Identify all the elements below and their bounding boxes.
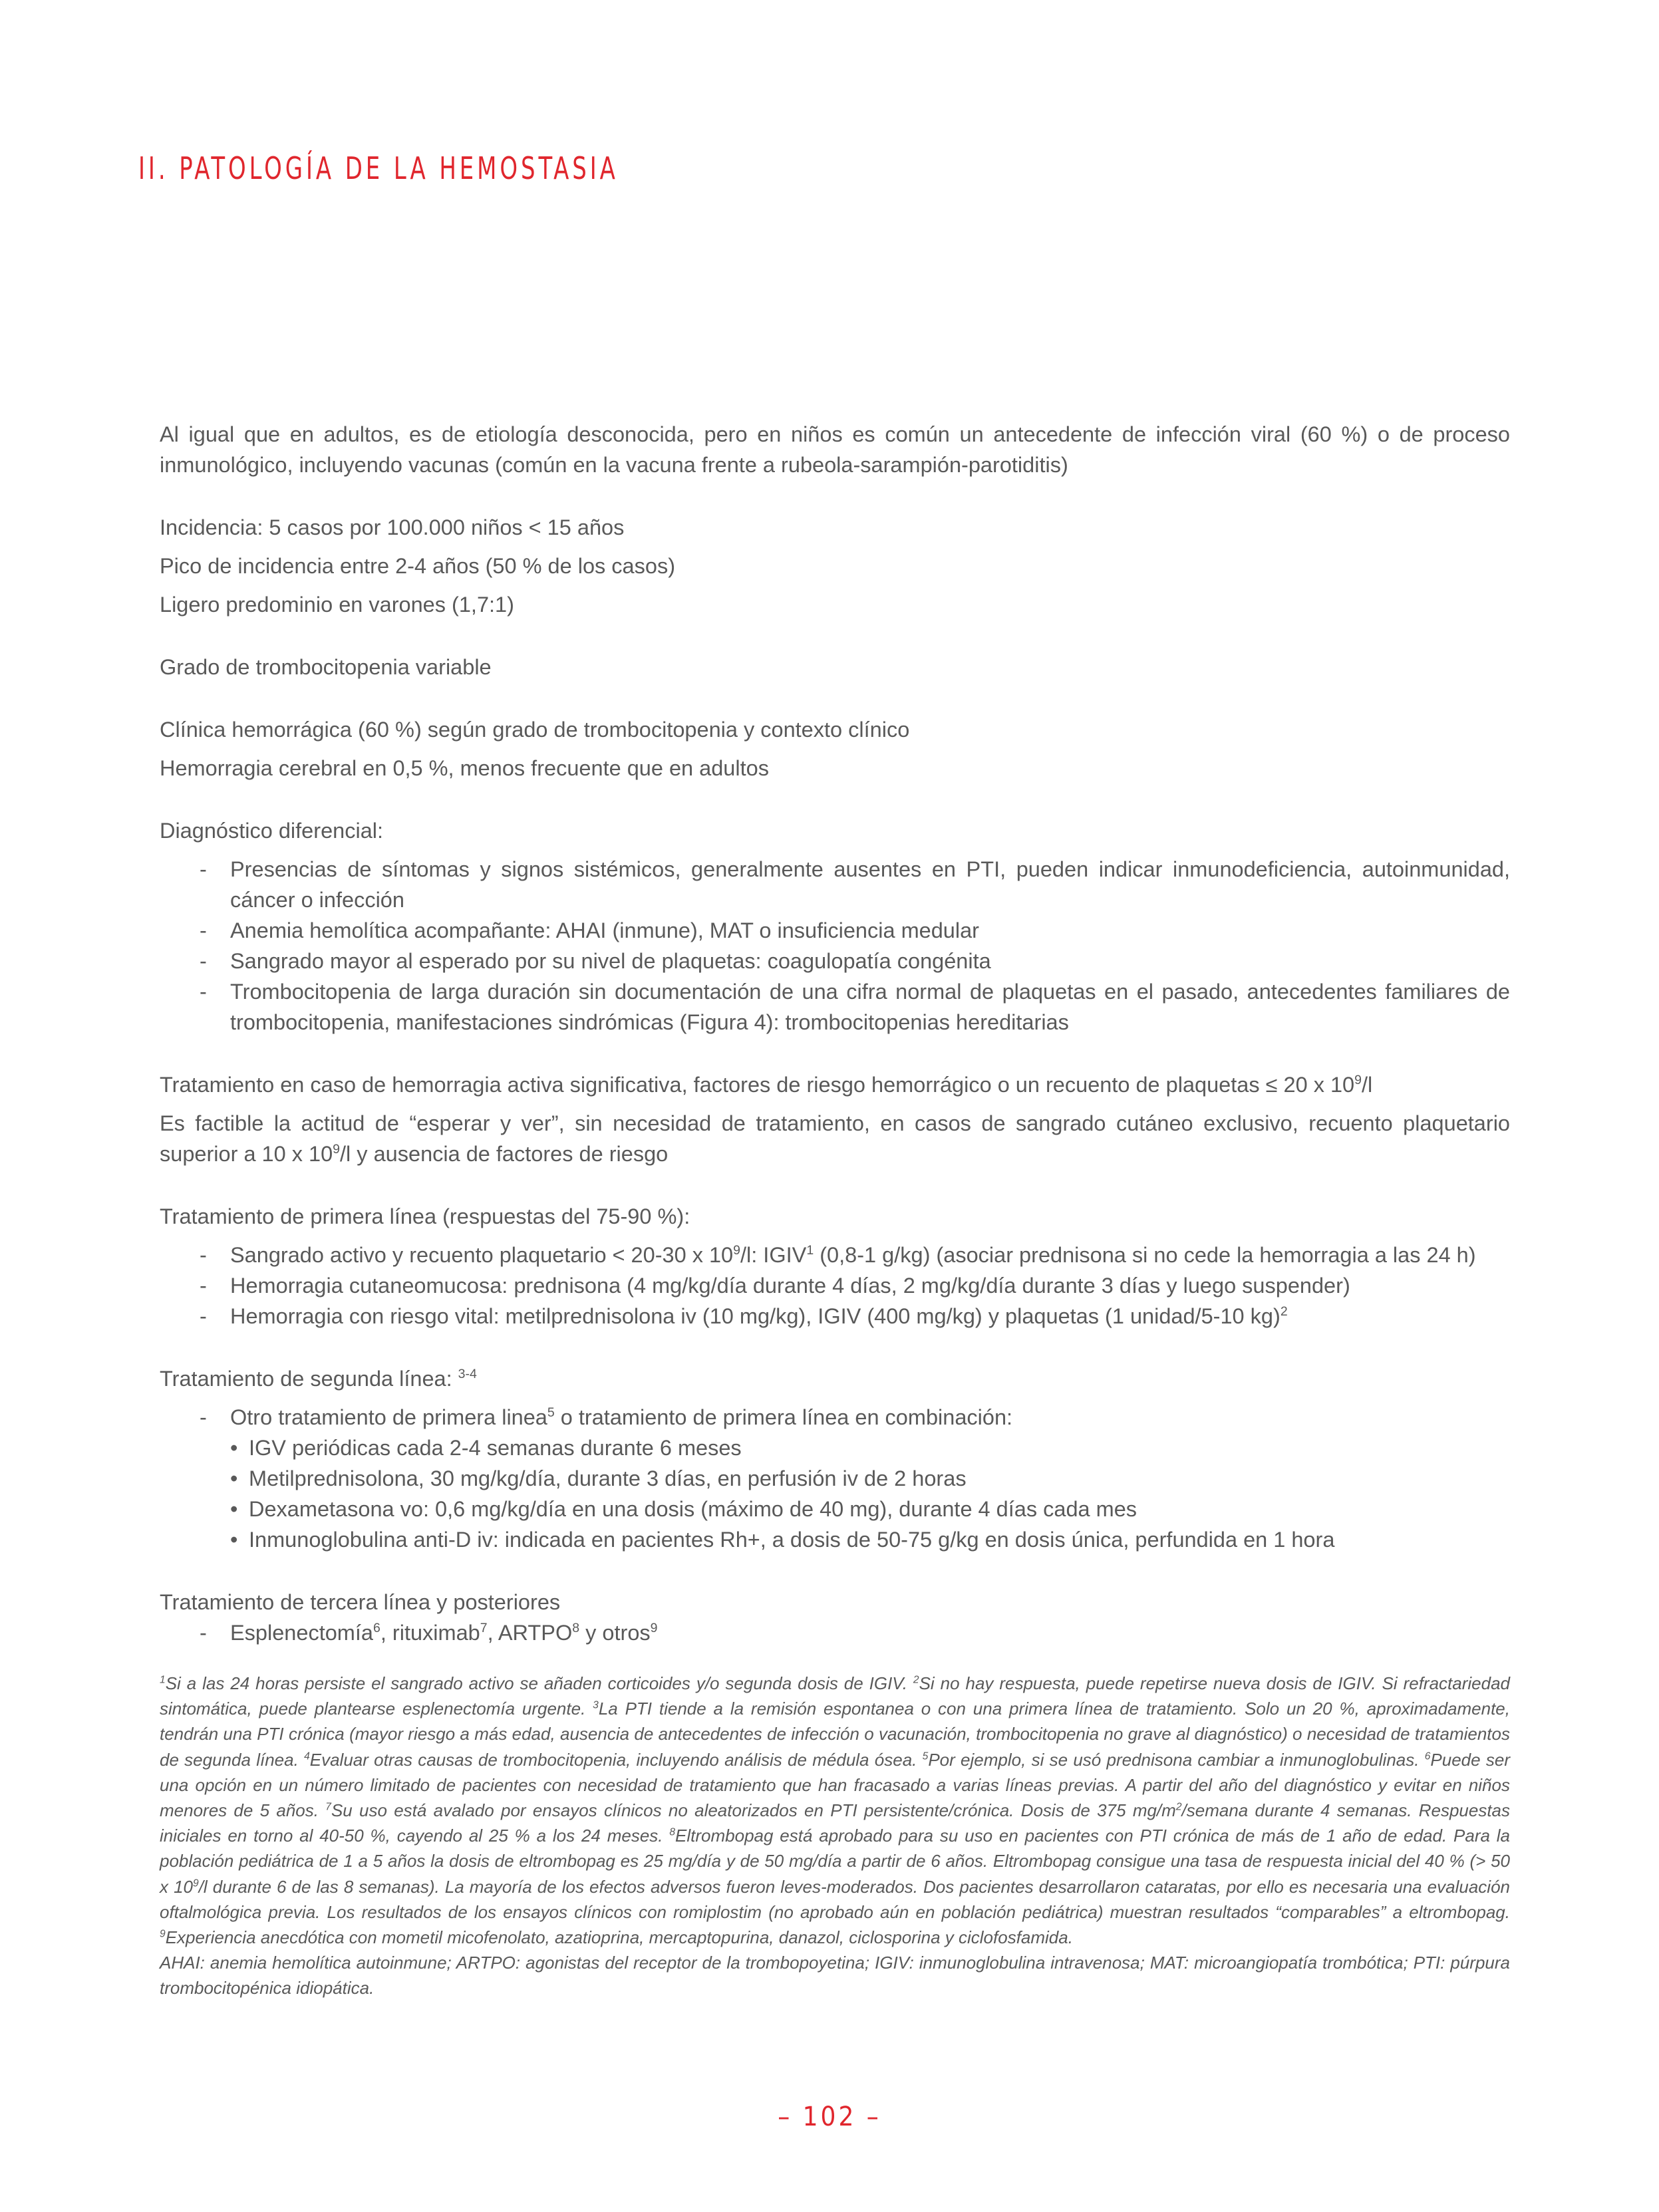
abbreviations: AHAI: anemia hemolítica autoinmune; ARTPO: agonistas del receptor de la trombopoyetina; IGIV: inmunoglobulina intravenosa; MAT: microangiopatía trombótica; PTI: púrpura trombocitopénica idiopática. [160, 1953, 1510, 1999]
primera-linea-heading: Tratamiento de primera línea (respuestas del 75-90 %): [160, 1204, 690, 1228]
section-title: II. PATOLOGÍA DE LA HEMOSTASIA [138, 150, 619, 186]
footnote-paragraph: $^1$Si a las 24 horas persiste el sangrado activo se añaden corticoides y/o segunda dosis de IGIV. $^2$Si no hay respuesta, puede repetirse nueva dosis de IGIV. Si refractariedad sintomática, puede plantearse esplenectomía urgente. $^3$La PTI tiende a la remisión espontanea o con una primera línea de tratamiento. Solo un 20 %, aproximadamente, tendrán una PTI crónica (mayor riesgo a más edad, ausencia de antecedentes de infección o vacunación, trombocitopenia no grave al diagnóstico) o necesidad de tratamientos de segunda línea. $^4$Evaluar otras causas de trombocitopenia, incluyendo análisis de médula ósea. $^5$Por ejemplo, si se usó prednisona cambiar a inmunoglobulinas. $^6$Puede ser una opción en un número limitado de pacientes con necesidad de tratamiento que han fracasado a varias líneas previas. A partir del año del diagnóstico y evitar en niños menores de 5 años. $^7$Su uso está avalado por ensayos clínicos no aleatorizados en PTI persistente/crónica. Dosis de 375 $mg/m^2$/semana durante 4 semanas. Respuestas iniciales en torno al 40-50 %, cayendo al 25 % a los 24 meses. $^8$Eltrombopag está aprobado para su uso en pacientes con PTI crónica de más de 1 año de edad. Para la población pediátrica de 1 a 5 años la dosis de eltrombopag es 25 mg/día y de 50 mg/día a partir de 6 años. Eltrombopag consigue una tasa de respuesta inicial del 40 % (> 50 x $10^9/l$ durante 6 de las 8 semanas). La mayoría de los efectos adversos fueron leves-moderados. Dos pacientes desarrollaron cataratas, por ello es necesaria una evaluación oftalmológica previa. Los resultados de los ensayos clínicos con romiplostim (no aprobado aún en población pediátrica) muestran resultados “comparables” a eltrombopag. $^9$Experiencia anecdótica con mometil micofenolato, azatioprina, mercaptopurina, danazol, ciclosporina y ciclofosfamida. [160, 1673, 1511, 1948]
segunda-linea-heading: Tratamiento de segunda línea: $^{3-4}$ [160, 1367, 477, 1391]
tercera-linea-list [160, 1617, 1510, 1648]
epidemiology-block [160, 512, 1510, 620]
primera-linea-list [160, 1240, 1510, 1331]
main-content [160, 419, 1510, 1680]
indicacion-line: Es factible la actitud de “esperar y ver”, sin necesidad de tratamiento, en casos de sangrado cutáneo exclusivo, recuento plaquetario superior a 10 x $10^9/l$ y ausencia de factores de riesgo [160, 1111, 1510, 1166]
list-item: - Esplenectomía$^6$, rituximab$^7$, ARTPO$^8$ y otros$^9$ [160, 1617, 1510, 1648]
list-item: - Sangrado activo y recuento plaquetario < 20-30 x $10^9/l$: IGIV$^1$ (0,8-1 g/kg) (asociar prednisona si no cede la hemorragia a las 24 h) [160, 1240, 1510, 1270]
page-number: – 102 – [778, 2102, 881, 2132]
segunda-linea-list [160, 1402, 1510, 1555]
epidemiology-line: Ligero predominio en varones (1,7:1) [160, 593, 514, 617]
indicacion-line: Tratamiento en caso de hemorragia activa significativa, factores de riesgo hemorrágico o un recuento de plaquetas ≤ 20 x $10^9/l$ [160, 1073, 1373, 1097]
intro-paragraph: Al igual que en adultos, es de etiología desconocida, pero en niños es común un antecedente de infección viral (60 %) o de proceso inmunológico, incluyendo vacunas (común en la vacuna frente a rubeola-sarampión-parotiditis) [160, 422, 1510, 477]
epidemiology-line: Incidencia: 5 casos por 100.000 niños < 15 años [160, 515, 625, 539]
clinica-line: Hemorragia cerebral en 0,5 %, menos frecuente que en adultos [160, 756, 769, 780]
list-item: - Trombocitopenia de larga duración sin documentación de una cifra normal de plaquetas en el pasado, antecedentes familiares de trombocitopenia, manifestaciones sindrómicas (Figura 4): trombocitopenias hereditarias [160, 976, 1510, 1037]
clinica-block [160, 714, 1510, 783]
list-item: - Anemia hemolítica acompañante: AHAI (inmune), MAT o insuficiencia medular [160, 915, 1510, 946]
bullet-item: • IGV periódicas cada 2-4 semanas durante 6 meses [230, 1433, 1510, 1463]
footnotes [160, 1671, 1510, 2001]
bullet-item: • Metilprednisolona, 30 mg/kg/día, durante 3 días, en perfusión iv de 2 horas [230, 1463, 1510, 1494]
bullet-item: • Dexametasona vo: 0,6 mg/kg/día en una dosis (máximo de 40 mg), durante 4 días cada mes [230, 1494, 1510, 1524]
segunda-linea-bullets [230, 1433, 1510, 1555]
list-item: - Presencias de síntomas y signos sistémicos, generalmente ausentes en PTI, pueden indicar inmunodeficiencia, autoinmunidad, cáncer o infección [160, 854, 1510, 915]
list-item: - Hemorragia con riesgo vital: metilprednisolona iv (10 mg/kg), IGIV (400 mg/kg) y plaquetas (1 unidad/5-10 kg)$^2$ [160, 1301, 1510, 1331]
diferencial-heading: Diagnóstico diferencial: [160, 819, 384, 843]
bullet-item: • Inmunoglobulina anti-D iv: indicada en pacientes Rh+, a dosis de 50-75 g/kg en dosis única, perfundida en 1 hora [230, 1524, 1510, 1555]
tratamiento-indicacion [160, 1069, 1510, 1169]
tercera-linea-heading: Tratamiento de tercera línea y posteriores [160, 1590, 561, 1614]
list-item: - Hemorragia cutaneomucosa: prednisona (4 mg/kg/día durante 4 días, 2 mg/kg/día durante 3 días y luego suspender) [160, 1270, 1510, 1301]
clinica-line: Clínica hemorrágica (60 %) según grado de trombocitopenia y contexto clínico [160, 718, 910, 742]
list-item: - Sangrado mayor al esperado por su nivel de plaquetas: coagulopatía congénita [160, 946, 1510, 976]
epidemiology-line: Pico de incidencia entre 2-4 años (50 % de los casos) [160, 554, 676, 578]
list-item: - Otro tratamiento de primera linea$^5$ o tratamiento de primera línea en combinación: • IGV periódicas cada 2-4 semanas durante 6 meses • Metilprednisolona, 30 mg/kg/día, durante 3 días, en perfusión iv de 2 horas • Dexametasona vo: 0,6 mg/kg/día en una dosis (máximo de 40 mg), durante 4 días cada mes • Inmunoglobulina anti-D iv: indicada en pacientes Rh+, a dosis de 50-75 g/kg en dosis única, perfundida en 1 hora [160, 1402, 1510, 1555]
grado-line: Grado de trombocitopenia variable [160, 655, 492, 679]
diferencial-list [160, 854, 1510, 1037]
